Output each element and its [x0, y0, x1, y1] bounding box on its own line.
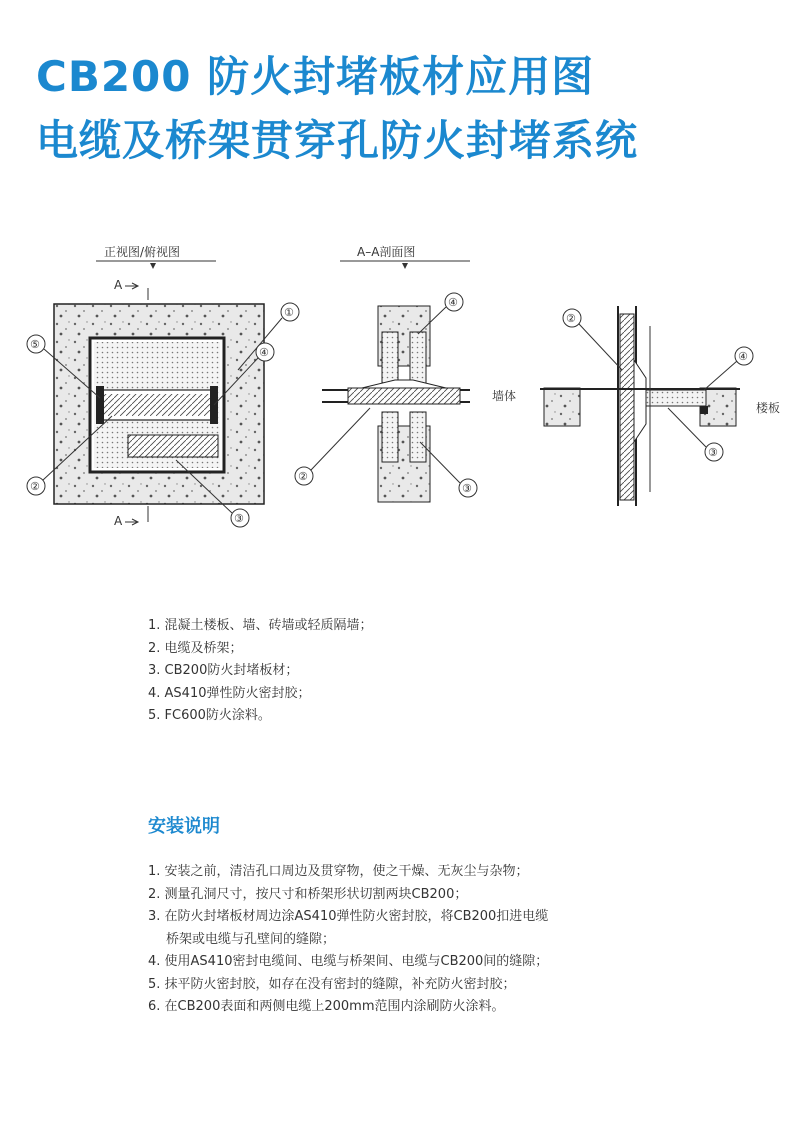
- svg-text:②: ②: [30, 480, 40, 493]
- materials-list: [148, 615, 373, 728]
- install-step: 4. 使用AS410密封电缆间、电缆与桥架间、电缆与CB200间的缝隙；: [148, 954, 549, 969]
- material-item: 5. FC600防火涂料。: [148, 708, 271, 723]
- material-item: 3. CB200防火封堵板材；: [148, 663, 299, 678]
- wall-label: 墙体: [492, 389, 517, 403]
- svg-text:③: ③: [234, 512, 244, 525]
- material-item: 2. 电缆及桥架；: [148, 640, 243, 656]
- svg-text:②: ②: [566, 312, 576, 325]
- section-view-wall: [295, 244, 516, 502]
- svg-text:①: ①: [284, 306, 294, 319]
- install-step-continued: 桥架或电缆与孔壁间的缝隙；: [166, 931, 336, 947]
- section-view-label: A–A剖面图: [357, 245, 416, 259]
- title-line-1: CB200 防火封堵板材应用图: [36, 52, 595, 101]
- section-mark-top: A: [114, 278, 123, 292]
- install-step: 3. 在防火封堵板材周边涂AS410弹性防火密封胶，将CB200扣进电缆: [148, 909, 549, 924]
- material-item: 4. AS410弹性防火密封胶；: [148, 685, 311, 701]
- callout-2-floor: [563, 309, 622, 370]
- install-step: 5. 抹平防火密封胶，如存在没有密封的缝隙，补充防火密封胶；: [148, 976, 516, 992]
- install-step: 2. 测量孔洞尺寸，按尺寸和桥架形状切割两块CB200；: [148, 886, 468, 902]
- install-steps: [148, 861, 548, 1019]
- front-view-label: 正视图/俯视图: [104, 245, 181, 259]
- svg-text:④: ④: [448, 296, 458, 309]
- material-item: 1. 混凝土楼板、墙、砖墙或轻质隔墙；: [148, 618, 373, 633]
- fire-seal-diagram: [0, 230, 800, 530]
- callout-2-section: [295, 408, 370, 485]
- svg-text:③: ③: [708, 446, 718, 459]
- section-view-floor: [540, 306, 780, 506]
- title-line-2: 电缆及桥架贯穿孔防火封堵系统: [36, 116, 639, 165]
- section-mark-bottom: A: [114, 514, 123, 528]
- svg-text:④: ④: [259, 346, 269, 359]
- install-heading: 安装说明: [148, 816, 220, 837]
- svg-text:⑤: ⑤: [30, 338, 40, 351]
- svg-text:③: ③: [462, 482, 472, 495]
- svg-text:④: ④: [738, 350, 748, 363]
- install-step: 6. 在CB200表面和两侧电缆上200mm范围内涂刷防火涂料。: [148, 999, 505, 1014]
- front-view: [27, 245, 299, 528]
- svg-text:②: ②: [298, 470, 308, 483]
- callout-4-floor: [704, 347, 753, 390]
- floor-label: 楼板: [756, 401, 781, 415]
- install-step: 1. 安装之前，清洁孔口周边及贯穿物，使之干燥、无灰尘与杂物；: [148, 864, 529, 879]
